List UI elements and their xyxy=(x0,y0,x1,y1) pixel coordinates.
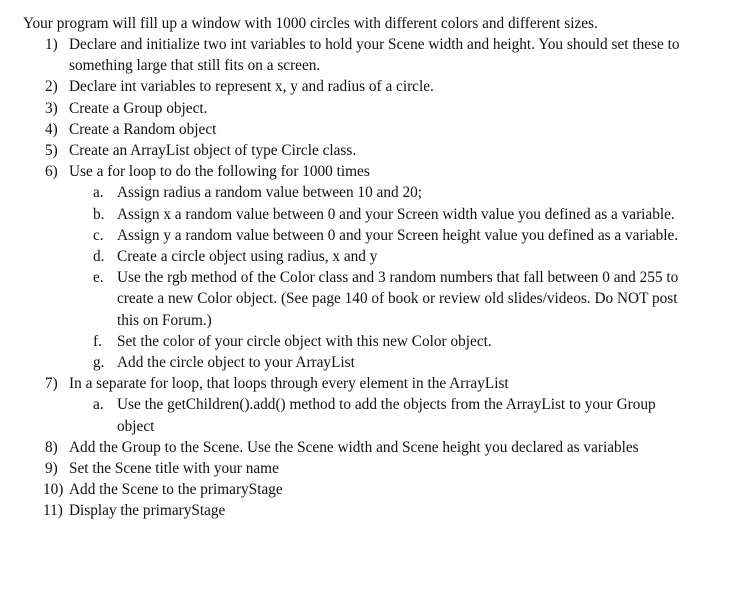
substep-letter: a. xyxy=(93,396,104,414)
step-text: Declare int variables to represent x, y and radius of a circle. xyxy=(69,78,434,96)
step-number: 6) xyxy=(45,163,58,181)
step-text: In a separate for loop, that loops through every element in the ArrayList xyxy=(69,375,509,393)
substep-text: Assign x a random value between 0 and your Screen width value you defined as a variable. xyxy=(117,205,675,223)
substep-text: Assign radius a random value between 10 and 20; xyxy=(117,184,423,202)
step-number: 1) xyxy=(45,36,58,53)
step-text: Add the Scene to the primaryStage xyxy=(69,481,283,499)
instruction-list xyxy=(0,34,737,522)
step-number: 2) xyxy=(45,78,58,96)
step-text: Use a for loop to do the following for 1000 times xyxy=(69,163,370,181)
step-item xyxy=(0,34,737,76)
substep-item xyxy=(0,267,717,331)
substep-text: Set the color of your circle object with this new Color object. xyxy=(117,332,492,350)
step-number: 9) xyxy=(45,460,58,478)
step-text: Set the Scene title with your name xyxy=(69,460,279,478)
step-text: Create a Random object xyxy=(69,120,217,138)
substep-letter: e. xyxy=(93,269,104,287)
substep-letter: g. xyxy=(93,354,105,372)
step-number: 8) xyxy=(45,438,58,456)
step-text: Create a Group object. xyxy=(69,99,208,117)
substep-item xyxy=(0,246,717,267)
substep-item xyxy=(0,204,717,225)
substep-item xyxy=(0,225,717,246)
step-item xyxy=(0,479,737,500)
step-number: 11) xyxy=(43,502,63,520)
step-item xyxy=(0,437,737,458)
substep-letter: b. xyxy=(93,205,105,223)
step-text: Display the primaryStage xyxy=(69,502,226,520)
substep-letter: f. xyxy=(93,332,102,350)
step-item xyxy=(0,98,737,119)
substep-letter: d. xyxy=(93,248,105,266)
step-item xyxy=(0,373,737,437)
substep-letter: a. xyxy=(93,184,104,202)
step-number: 3) xyxy=(45,99,58,117)
substep-list xyxy=(69,182,717,373)
substep-item xyxy=(0,331,717,352)
step-item xyxy=(0,76,737,97)
step-number: 7) xyxy=(45,375,58,393)
substep-text: Assign y a random value between 0 and your Screen height value you defined as a variable. xyxy=(117,226,679,244)
intro-text: Your program will fill up a window with 1000 circles with different colors and different sizes. xyxy=(23,15,598,32)
substep-text: Create a circle object using radius, x and y xyxy=(117,248,378,266)
substep-item xyxy=(0,352,717,373)
step-item xyxy=(0,458,737,479)
step-item xyxy=(0,140,737,161)
substep-item xyxy=(0,394,717,436)
substep-item xyxy=(0,182,717,203)
step-number: 10) xyxy=(43,481,64,499)
step-item xyxy=(0,119,737,140)
step-number: 5) xyxy=(45,142,58,160)
step-text: Add the Group to the Scene. Use the Scene width and Scene height you declared as variables xyxy=(69,438,639,456)
substep-text: Use the rgb method of the Color class and 3 random numbers that fall between 0 and 255 to create a new Color object. (See page 140 of book or review old slides/videos. Do NOT post this on Forum.) xyxy=(117,269,679,329)
step-number: 4) xyxy=(45,120,58,138)
step-text: Create an ArrayList object of type Circle class. xyxy=(69,142,357,160)
step-item xyxy=(0,161,737,373)
step-item xyxy=(0,500,737,521)
substep-letter: c. xyxy=(93,226,104,244)
step-text: Declare and initialize two int variables to hold your Scene width and height. You should set these to something large that still fits on a screen. xyxy=(69,36,680,75)
substep-text: Use the getChildren().add() method to add the objects from the ArrayList to your Group object xyxy=(117,396,656,435)
substep-text: Add the circle object to your ArrayList xyxy=(117,354,355,372)
substep-list xyxy=(69,394,717,436)
